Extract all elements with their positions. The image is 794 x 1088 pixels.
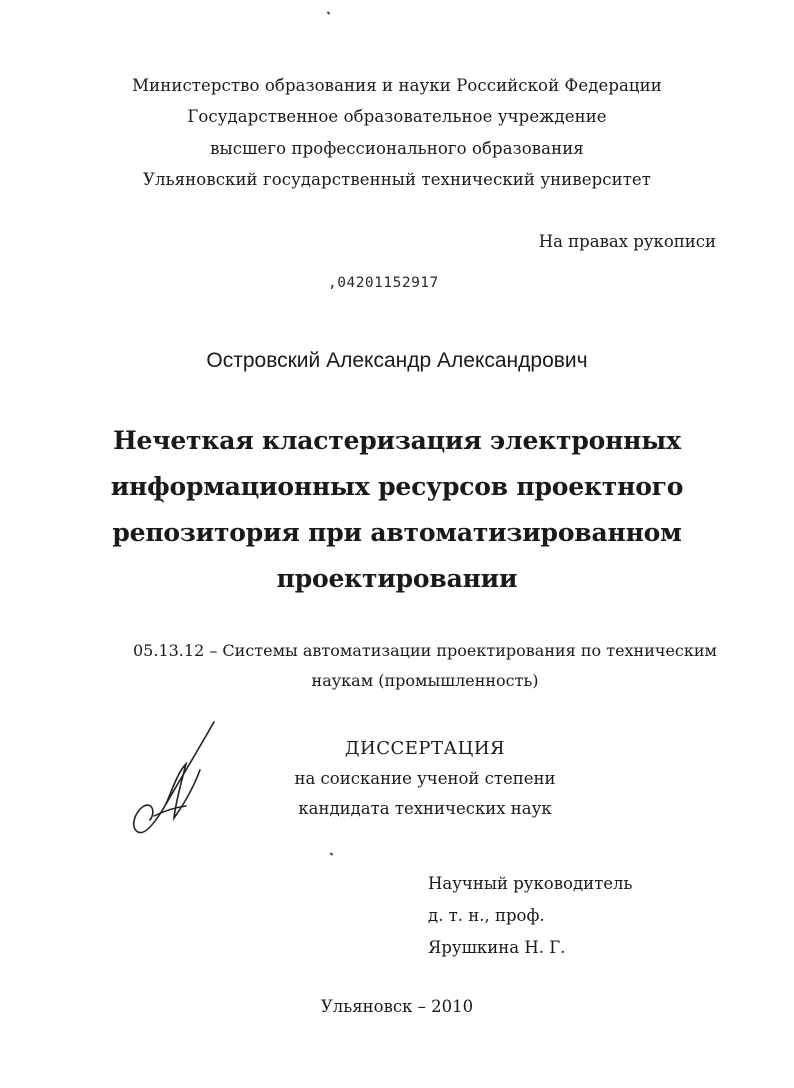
education-level-line: высшего профессионального образования: [210, 139, 584, 158]
title-line: Нечеткая кластеризация электронных: [113, 426, 681, 455]
title-line: информационных ресурсов проектного: [110, 472, 684, 501]
scan-speck: [330, 852, 334, 855]
degree-line: на соискание ученой степени: [294, 769, 556, 788]
advisor-block: [428, 868, 632, 964]
specialty-line-1: 05.13.12 – Системы автоматизации проектирования по техническим: [133, 641, 717, 660]
specialty: [133, 636, 717, 696]
thesis-type: ДИССЕРТАЦИЯ: [344, 738, 506, 759]
advisor-degree: д. т. н., проф.: [428, 906, 545, 925]
degree-field-line: кандидата технических наук: [298, 799, 552, 818]
thesis-title: [0, 418, 794, 602]
scan-speck: [327, 11, 331, 14]
author-name: Островский Александр Александрович: [206, 349, 588, 372]
title-line: репозитория при автоматизированном: [112, 518, 682, 547]
manuscript-note: На правах рукописи: [538, 232, 716, 251]
handwritten-signature: [128, 720, 228, 844]
institution-type-line: Государственное образовательное учреждение: [187, 107, 607, 126]
signature-icon: [128, 720, 228, 840]
university-line: Ульяновский государственный технический университет: [142, 170, 652, 189]
title-line: проектировании: [276, 564, 518, 593]
specialty-line-2: наукам (промышленность): [311, 671, 539, 690]
registration-number: [328, 275, 439, 291]
advisor-role: Научный руководитель: [428, 874, 633, 893]
registration-number-text: 04201152917: [337, 275, 439, 291]
thesis-type-block: [280, 734, 570, 824]
advisor-name: Ярушкина Н. Г.: [428, 938, 566, 957]
city-year: Ульяновск – 2010: [320, 997, 474, 1016]
ministry-line: Министерство образования и науки Российской Федерации: [132, 76, 662, 95]
registration-comma: ,: [328, 275, 338, 291]
